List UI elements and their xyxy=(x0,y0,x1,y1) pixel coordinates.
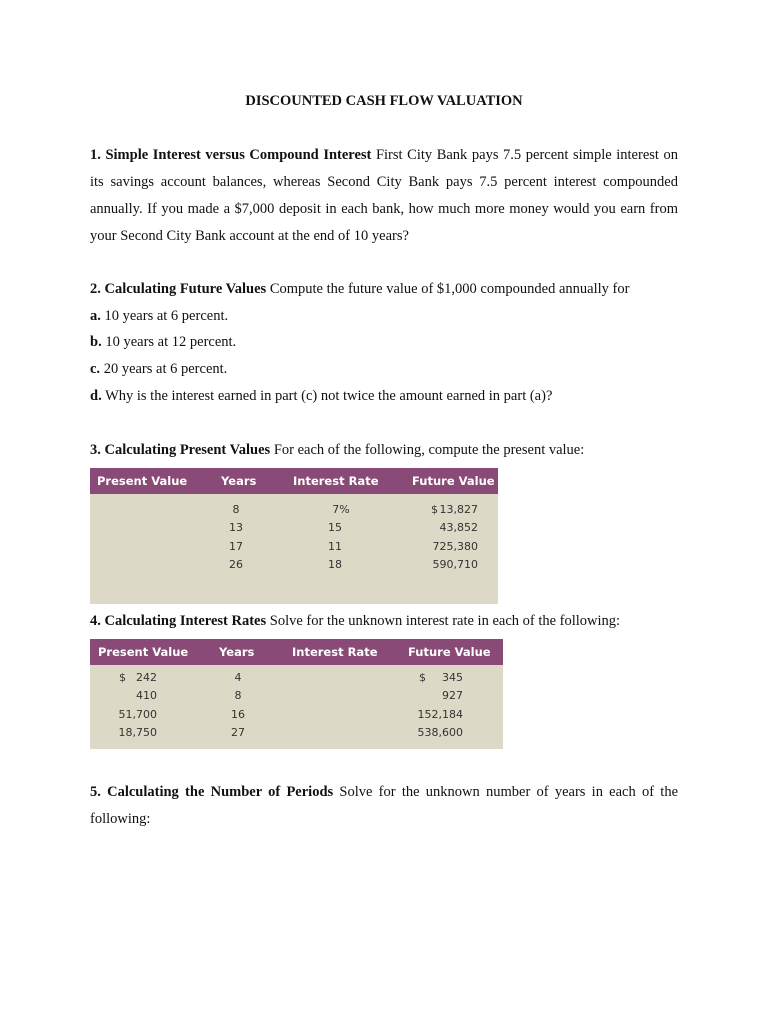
question-2-item-d xyxy=(90,383,552,410)
question-5-text: Solve for the unknown number of years in each of the following: xyxy=(90,784,679,827)
cell-rate: 15 xyxy=(328,521,342,534)
cell-future-value: 538,600 xyxy=(417,726,463,739)
item-text: 20 years at 6 percent. xyxy=(103,361,228,377)
question-2-item-c xyxy=(90,356,227,383)
question-3-text: For each of the following, compute the present value: xyxy=(273,442,585,458)
cell-years: 8 xyxy=(232,503,240,516)
cell-years: 13 xyxy=(229,521,243,534)
header-interest-rate: Interest Rate xyxy=(293,474,379,488)
cell-years: 27 xyxy=(231,726,245,739)
cell-currency: $ xyxy=(119,671,126,684)
item-label: d. xyxy=(90,388,102,404)
question-2-item-a xyxy=(90,303,228,330)
cell-future-value: 927 xyxy=(442,689,463,702)
question-5-heading: 5. Calculating the Number of Periods xyxy=(90,784,334,800)
table-header xyxy=(90,639,503,665)
cell-present-value: 18,750 xyxy=(118,726,157,739)
question-1-text: First City Bank pays 7.5 percent simple interest on its savings account balances, whereas Second City Bank pays 7.5 percent interest compounded annually. If you made a $7,000 deposit in each bank, how much more money would you earn from your Second City Bank account at the end of 10 years? xyxy=(90,147,679,244)
cell-years: 17 xyxy=(229,540,243,553)
cell-years: 4 xyxy=(234,671,242,684)
cell-future-value: 590,710 xyxy=(432,558,478,571)
present-value-table xyxy=(90,468,498,604)
question-2-text: Compute the future value of $1,000 compounded annually for xyxy=(269,281,630,297)
cell-future-value: 725,380 xyxy=(432,540,478,553)
cell-future-value: 345 xyxy=(442,671,463,684)
item-label: a. xyxy=(90,308,101,324)
item-text: Why is the interest earned in part (c) not twice the amount earned in part (a)? xyxy=(105,388,553,404)
header-future-value: Future Value xyxy=(412,474,495,488)
header-present-value: Present Value xyxy=(97,474,188,488)
question-4-text: Solve for the unknown interest rate in each of the following: xyxy=(269,613,621,629)
table-header xyxy=(90,468,498,494)
cell-currency: $ xyxy=(419,671,426,684)
header-present-value: Present Value xyxy=(98,645,189,659)
item-text: 10 years at 12 percent. xyxy=(105,334,237,350)
question-3 xyxy=(90,437,584,464)
table-body xyxy=(90,494,498,604)
header-future-value: Future Value xyxy=(408,645,491,659)
cell-present-value: 410 xyxy=(136,689,157,702)
cell-present-value: 242 xyxy=(136,671,157,684)
cell-years: 8 xyxy=(234,689,242,702)
cell-rate: 11 xyxy=(328,540,342,553)
item-text: 10 years at 6 percent. xyxy=(104,308,229,324)
cell-present-value: 51,700 xyxy=(118,708,157,721)
cell-rate: 7% xyxy=(332,503,350,516)
question-2 xyxy=(90,276,629,303)
question-2-heading: 2. Calculating Future Values xyxy=(90,281,267,297)
cell-future-value: 43,852 xyxy=(439,521,478,534)
cell-years: 16 xyxy=(231,708,245,721)
cell-currency: $ xyxy=(431,503,438,516)
question-5 xyxy=(90,779,678,833)
cell-rate: 18 xyxy=(328,558,342,571)
item-label: b. xyxy=(90,334,102,350)
question-4-heading: 4. Calculating Interest Rates xyxy=(90,613,267,629)
header-years: Years xyxy=(221,474,257,488)
question-3-heading: 3. Calculating Present Values xyxy=(90,442,271,458)
question-4 xyxy=(90,608,620,635)
question-1-heading: 1. Simple Interest versus Compound Interest xyxy=(90,147,372,163)
item-label: c. xyxy=(90,361,101,377)
cell-future-value: 152,184 xyxy=(417,708,463,721)
cell-future-value: 13,827 xyxy=(439,503,478,516)
header-years: Years xyxy=(219,645,255,659)
question-1 xyxy=(90,142,678,250)
cell-years: 26 xyxy=(229,558,243,571)
header-interest-rate: Interest Rate xyxy=(292,645,378,659)
interest-rate-table xyxy=(90,639,503,749)
table-body xyxy=(90,665,503,749)
page-title: DISCOUNTED CASH FLOW VALUATION xyxy=(245,93,523,109)
question-2-item-b xyxy=(90,329,236,356)
